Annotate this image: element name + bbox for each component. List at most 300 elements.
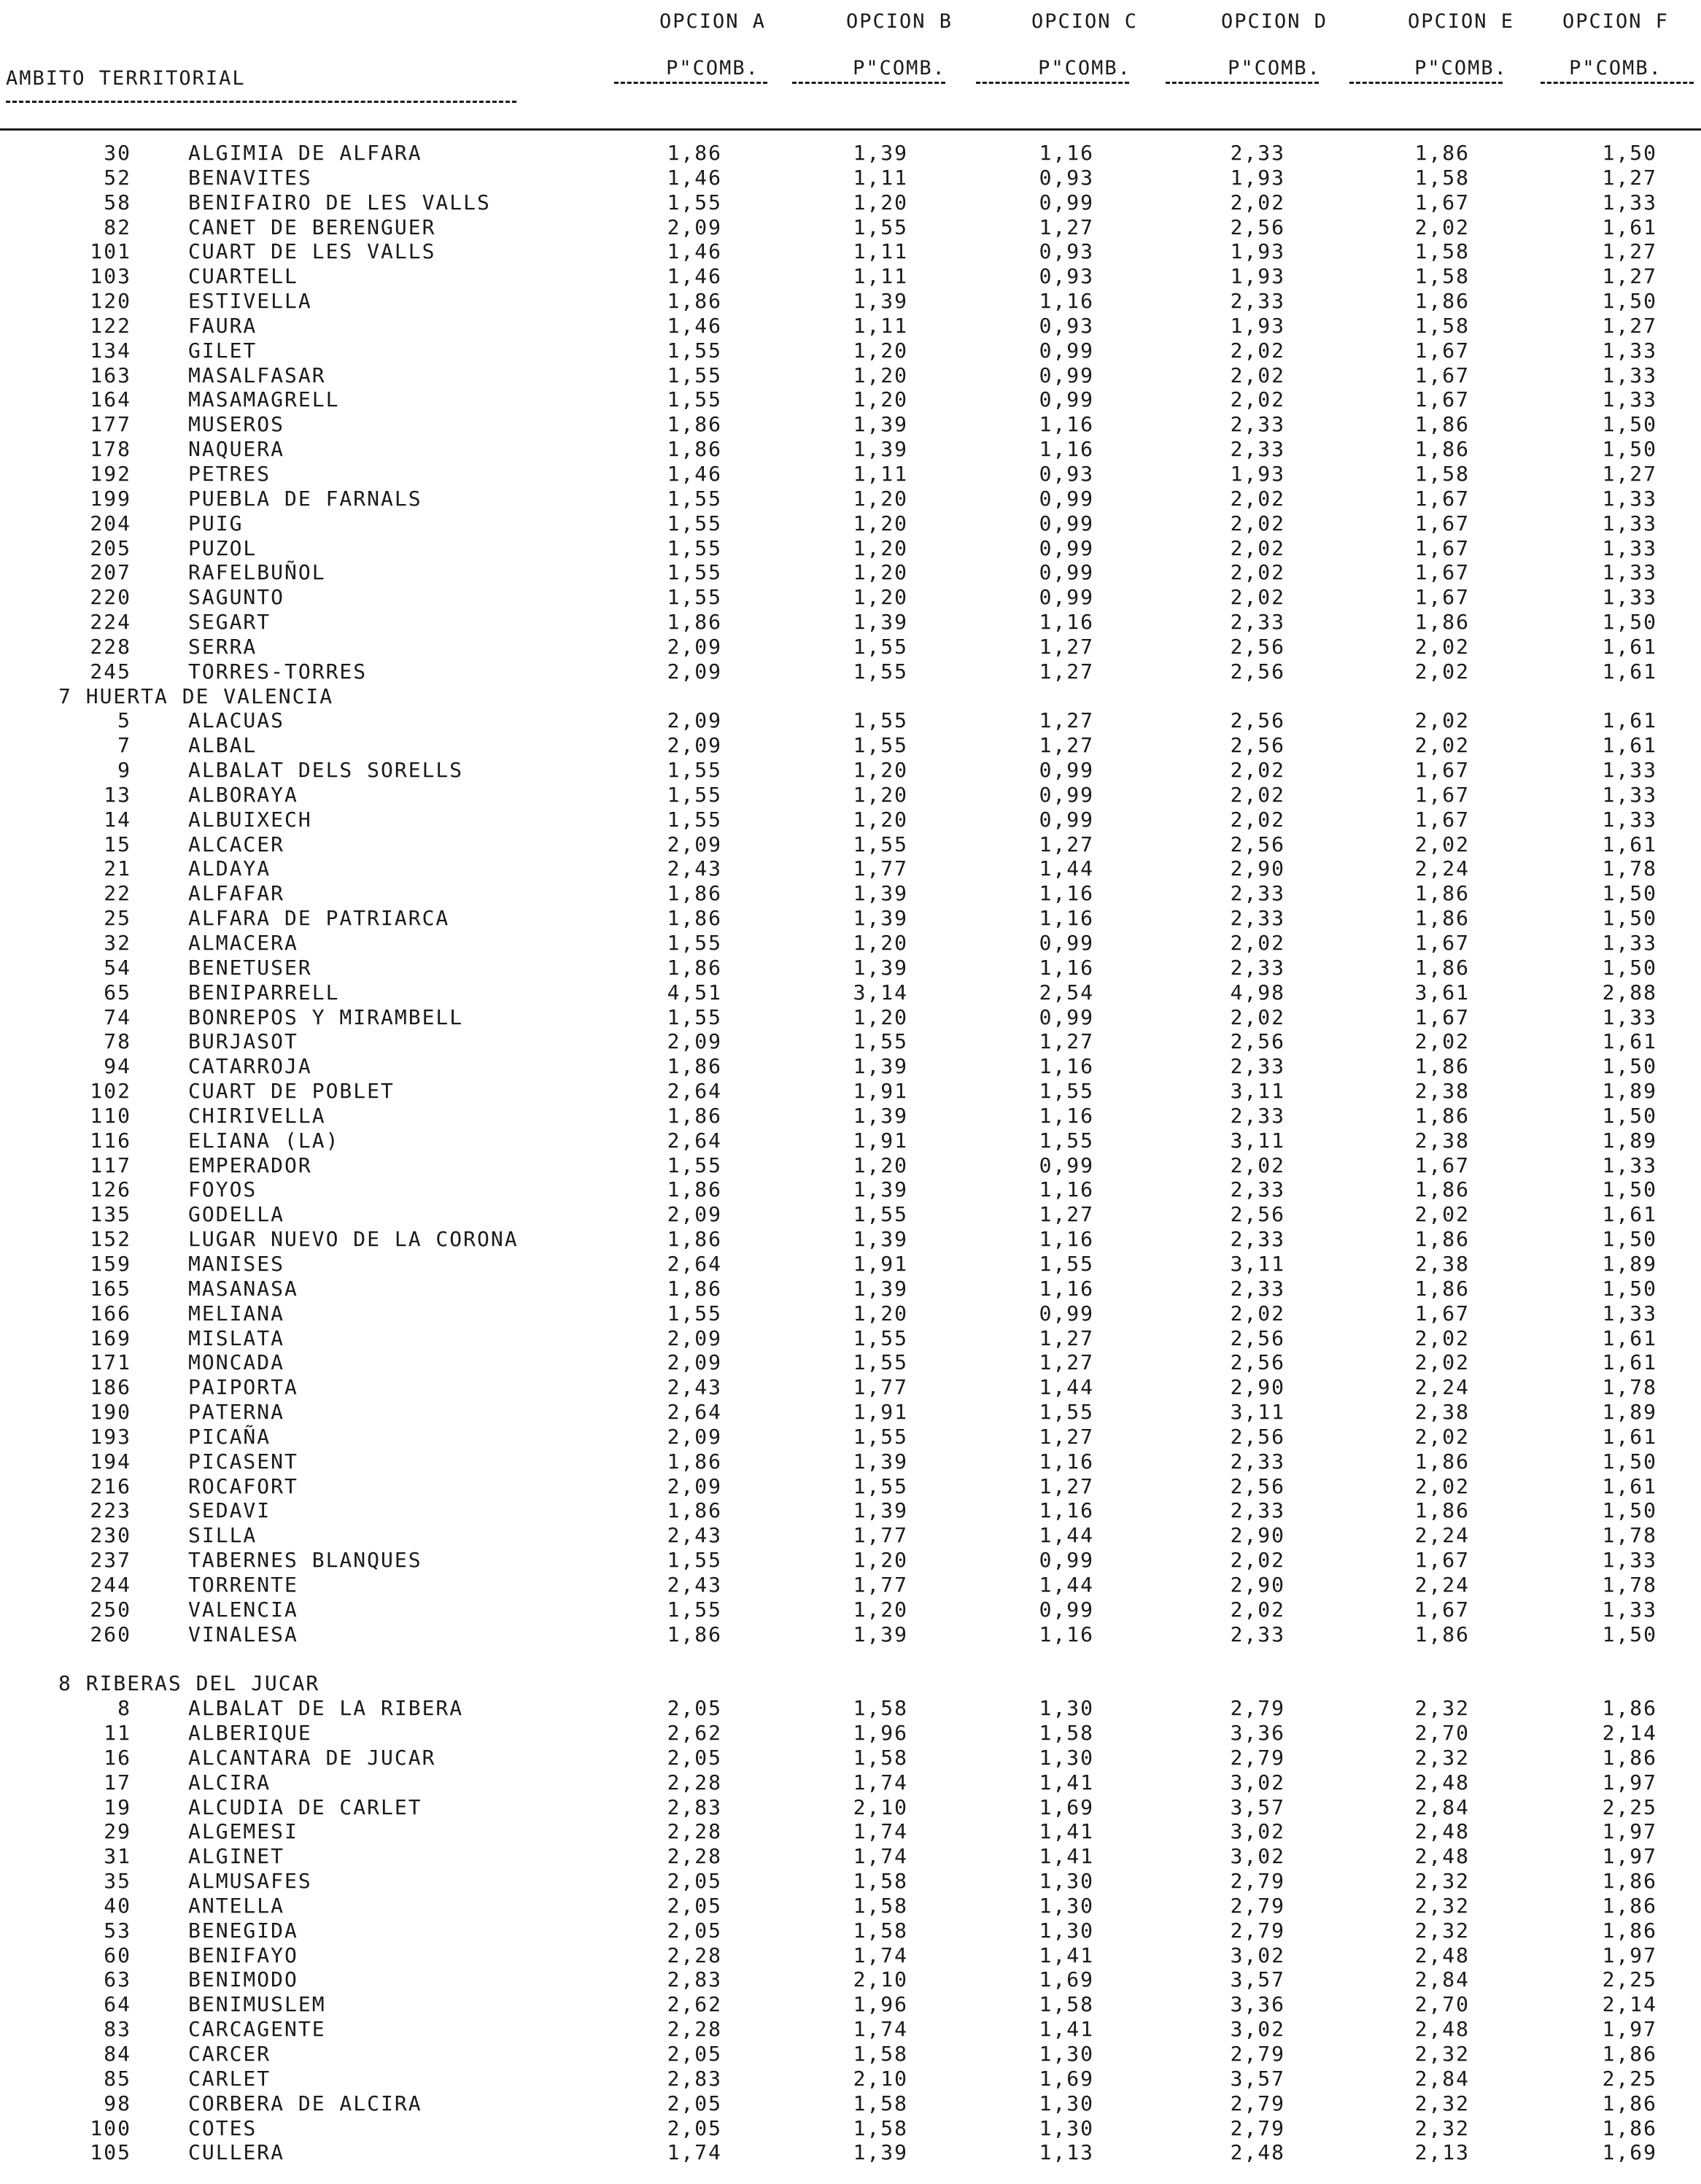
option-e-value: 2,02 [1414,1424,1470,1449]
option-c-value: 1,30 [1039,1918,1094,1943]
option-c-value: 1,16 [1039,1276,1094,1301]
table-row [0,1992,1701,2017]
option-a-value: 1,55 [667,190,722,214]
option-d-value: 1,93 [1230,461,1285,486]
option-a-value: 1,86 [667,1498,722,1523]
municipality-code: 224 [90,610,131,635]
municipality-name: SILLA [188,1523,257,1548]
option-c-value: 1,16 [1039,610,1094,635]
option-f-value: 1,61 [1602,1029,1657,1054]
municipality-name: CANET DE BERENGUER [188,214,436,239]
option-f-value: 1,89 [1602,1128,1657,1153]
option-e-underline [1349,82,1503,84]
option-b-value: 1,55 [853,1325,908,1350]
option-a-value: 2,09 [667,708,722,733]
option-a-value: 1,55 [667,535,722,560]
option-a-value: 2,64 [667,1128,722,1153]
option-f-value: 1,33 [1602,363,1657,387]
option-c-value: 1,41 [1039,1943,1094,1967]
option-a-value: 1,86 [667,289,722,314]
option-e-value: 2,48 [1414,1844,1470,1869]
table-row [0,289,1701,314]
option-d-value: 2,56 [1230,659,1285,684]
option-a-value: 2,05 [667,1869,722,1894]
table-row [0,1943,1701,1968]
option-c-value: 0,99 [1039,807,1094,832]
option-a-value: 2,28 [667,2017,722,2042]
option-e-value: 2,24 [1414,1523,1470,1548]
municipality-name: ALBERIQUE [188,1721,312,1745]
municipality-name: MASANASA [188,1276,298,1301]
option-c-value: 1,16 [1039,1498,1094,1523]
table-row [0,412,1701,437]
option-b-value: 1,20 [853,511,908,535]
municipality-code: 220 [90,585,131,610]
option-c-value: 1,27 [1039,1202,1094,1227]
option-f-value: 1,86 [1602,1869,1657,1894]
municipality-code: 169 [90,1325,131,1350]
table-row [0,659,1701,684]
municipality-code: 100 [90,2115,131,2140]
option-b-value: 1,39 [853,1054,908,1079]
municipality-name: MISLATA [188,1325,285,1350]
option-e-value: 2,84 [1414,1967,1470,1992]
municipality-code: 58 [104,190,131,214]
group-heading-row [0,1671,1701,1696]
option-d-value: 2,90 [1230,1523,1285,1548]
option-c-value: 1,16 [1039,1177,1094,1202]
option-c-value: 1,27 [1039,733,1094,758]
option-a-value: 1,86 [667,1227,722,1252]
table-row [0,338,1701,363]
option-f-value: 1,97 [1602,1943,1657,1967]
option-a-underline [614,82,767,84]
option-d-value: 3,02 [1230,1943,1285,1967]
table-row [0,239,1701,264]
option-a-value: 2,09 [667,1029,722,1054]
table-row [0,1474,1701,1499]
option-d-value: 2,79 [1230,1918,1285,1943]
option-b-value: 1,55 [853,214,908,239]
option-e-value: 2,48 [1414,1819,1470,1844]
municipality-code: 230 [90,1523,131,1548]
table-row [0,1548,1701,1573]
option-e-value: 2,02 [1414,832,1470,856]
municipality-name: ELIANA (LA) [188,1128,340,1153]
option-b-value: 1,39 [853,906,908,931]
option-f-value: 1,50 [1602,1177,1657,1202]
option-b-value: 1,20 [853,535,908,560]
option-d-value: 2,02 [1230,338,1285,363]
option-e-value: 1,67 [1414,1153,1470,1177]
municipality-code: 94 [104,1054,131,1079]
option-c-value: 1,16 [1039,906,1094,931]
municipality-code: 25 [104,906,131,931]
option-e-heading: OPCION E [1407,10,1515,33]
option-c-value: 0,99 [1039,758,1094,783]
municipality-code: 122 [90,313,131,338]
municipality-name: ALGEMESI [188,1819,298,1844]
option-a-value: 1,86 [667,1054,722,1079]
option-b-value: 1,39 [853,1276,908,1301]
option-b-value: 1,74 [853,2017,908,2042]
municipality-name: FOYOS [188,1177,257,1202]
municipality-name: CUARTELL [188,264,298,289]
option-b-value: 1,55 [853,1029,908,1054]
municipality-name: ALDAYA [188,856,271,881]
municipality-code: 19 [104,1794,131,1819]
table-row [0,1104,1701,1128]
option-e-value: 1,58 [1414,461,1470,486]
option-b-value: 1,39 [853,1177,908,1202]
municipality-code: 250 [90,1597,131,1622]
municipality-name: EMPERADOR [188,1153,312,1177]
option-e-value: 1,86 [1414,1449,1470,1474]
option-c-value: 0,99 [1039,338,1094,363]
option-c-underline [976,82,1129,84]
municipality-name: ALBUIXECH [188,807,312,832]
option-b-value: 1,77 [853,1523,908,1548]
option-f-value: 1,61 [1602,1202,1657,1227]
option-f-heading: OPCION F [1562,10,1670,33]
option-f-value: 1,50 [1602,1622,1657,1646]
municipality-name: ANTELLA [188,1893,285,1918]
option-c-value: 1,58 [1039,1992,1094,2017]
option-b-value: 1,20 [853,363,908,387]
option-a-value: 2,83 [667,2066,722,2091]
municipality-name: MUSEROS [188,412,285,437]
option-e-value: 1,67 [1414,782,1470,807]
option-d-value: 2,56 [1230,708,1285,733]
option-d-value: 2,33 [1230,1177,1285,1202]
municipality-name: BENIFAYO [188,1943,298,1967]
option-c-value: 1,30 [1039,2041,1094,2066]
option-d-value: 2,02 [1230,387,1285,412]
option-e-value: 1,86 [1414,1054,1470,1079]
option-a-value: 1,55 [667,782,722,807]
option-a-value: 2,83 [667,1794,722,1819]
option-f-value: 1,33 [1602,387,1657,412]
option-d-value: 2,48 [1230,2140,1285,2165]
option-f-value: 1,61 [1602,733,1657,758]
table-row [0,2140,1701,2165]
option-a-value: 2,43 [667,1572,722,1597]
municipality-name: MASAMAGRELL [188,387,340,412]
municipality-code: 237 [90,1548,131,1573]
municipality-name: CORBERA DE ALCIRA [188,2091,422,2115]
option-f-value: 1,86 [1602,2091,1657,2115]
municipality-code: 31 [104,1844,131,1869]
option-a-value: 2,09 [667,1202,722,1227]
option-a-value: 1,55 [667,1301,722,1325]
municipality-code: 82 [104,214,131,239]
option-d-value: 2,79 [1230,1869,1285,1894]
option-f-value: 1,27 [1602,461,1657,486]
municipality-code: 84 [104,2041,131,2066]
option-e-value: 1,58 [1414,239,1470,264]
option-a-value: 1,55 [667,931,722,955]
option-c-value: 1,69 [1039,1794,1094,1819]
municipality-code: 135 [90,1202,131,1227]
option-d-value: 2,56 [1230,1424,1285,1449]
municipality-code: 52 [104,165,131,190]
option-b-value: 1,20 [853,1301,908,1325]
option-c-value: 1,41 [1039,1819,1094,1844]
table-row [0,1622,1701,1647]
option-d-value: 2,33 [1230,1449,1285,1474]
municipality-name: MANISES [188,1251,285,1276]
option-f-value: 1,78 [1602,856,1657,881]
option-b-value: 2,10 [853,2066,908,2091]
option-b-value: 1,91 [853,1251,908,1276]
option-a-value: 1,46 [667,165,722,190]
option-e-value: 1,86 [1414,437,1470,462]
option-b-value: 1,39 [853,2140,908,2165]
table-row [0,1079,1701,1104]
option-a-value: 1,55 [667,807,722,832]
option-e-value: 1,86 [1414,1622,1470,1646]
option-f-value: 1,89 [1602,1400,1657,1425]
municipality-code: 177 [90,412,131,437]
option-d-value: 3,57 [1230,1967,1285,1992]
municipality-name: ROCAFORT [188,1474,298,1498]
option-b-value: 1,58 [853,2091,908,2115]
option-f-value: 1,50 [1602,955,1657,980]
option-d-heading: OPCION D [1220,10,1328,33]
option-b-value: 1,55 [853,832,908,856]
option-e-value: 2,32 [1414,2091,1470,2115]
option-c-value: 1,44 [1039,856,1094,881]
municipality-name: GILET [188,338,257,363]
option-a-value: 1,55 [667,338,722,363]
option-c-value: 1,27 [1039,214,1094,239]
option-d-value: 2,33 [1230,955,1285,980]
municipality-code: 120 [90,289,131,314]
table-row [0,1425,1701,1449]
municipality-name: PICASENT [188,1449,298,1474]
table-row [0,2067,1701,2091]
option-b-value: 1,55 [853,1474,908,1498]
municipality-code: 171 [90,1350,131,1375]
option-a-subheading: P"COMB. [666,57,759,80]
option-c-value: 1,27 [1039,1350,1094,1375]
option-a-value: 2,09 [667,1474,722,1498]
option-a-heading: OPCION A [659,10,767,33]
option-f-value: 2,25 [1602,2066,1657,2091]
municipality-code: 7 [117,733,131,758]
option-f-value: 1,50 [1602,1449,1657,1474]
option-a-value: 1,86 [667,906,722,931]
option-d-value: 2,56 [1230,733,1285,758]
option-e-value: 1,86 [1414,1103,1470,1128]
option-f-value: 1,97 [1602,2017,1657,2042]
municipality-name: CARLET [188,2066,271,2091]
table-row [0,1029,1701,1054]
municipality-code: 116 [90,1128,131,1153]
option-b-value: 1,39 [853,1498,908,1523]
option-a-value: 1,55 [667,363,722,387]
municipality-code: 11 [104,1721,131,1745]
option-a-value: 2,09 [667,214,722,239]
option-b-value: 1,77 [853,856,908,881]
option-d-value: 2,02 [1230,363,1285,387]
option-f-value: 1,86 [1602,1893,1657,1918]
option-d-underline [1166,82,1319,84]
municipality-code: 32 [104,931,131,955]
table-row [0,980,1701,1005]
municipality-code: 223 [90,1498,131,1523]
municipality-name: NAQUERA [188,437,285,462]
municipality-name: BENEGIDA [188,1918,298,1943]
option-f-value: 1,50 [1602,141,1657,165]
municipality-code: 54 [104,955,131,980]
municipality-code: 204 [90,511,131,535]
option-f-value: 1,33 [1602,560,1657,585]
option-b-value: 1,74 [853,1819,908,1844]
option-b-value: 1,11 [853,313,908,338]
municipality-name: PICAÑA [188,1424,271,1449]
option-d-value: 2,02 [1230,782,1285,807]
option-a-value: 2,05 [667,1696,722,1721]
option-e-value: 1,86 [1414,881,1470,906]
option-e-value: 1,67 [1414,190,1470,214]
option-d-value: 2,02 [1230,535,1285,560]
option-e-value: 2,02 [1414,1029,1470,1054]
municipality-code: 134 [90,338,131,363]
municipality-code: 117 [90,1153,131,1177]
option-a-value: 2,64 [667,1079,722,1104]
option-c-value: 1,30 [1039,2091,1094,2115]
option-f-value: 1,86 [1602,2041,1657,2066]
option-d-value: 2,90 [1230,1375,1285,1400]
table-row [0,610,1701,635]
option-f-value: 1,33 [1602,758,1657,783]
option-e-value: 2,32 [1414,1869,1470,1894]
municipality-name: MASALFASAR [188,363,326,387]
option-c-value: 1,41 [1039,1844,1094,1869]
option-b-underline [792,82,945,84]
option-a-value: 1,86 [667,141,722,165]
municipality-name: ALACUAS [188,708,285,733]
option-d-value: 3,11 [1230,1079,1285,1104]
option-b-value: 1,39 [853,1622,908,1646]
option-e-value: 1,86 [1414,610,1470,635]
option-f-value: 1,33 [1602,511,1657,535]
municipality-name: BONREPOS Y MIRAMBELL [188,1004,464,1029]
option-b-value: 1,20 [853,1153,908,1177]
option-c-value: 0,93 [1039,264,1094,289]
table-row [0,536,1701,561]
municipality-code: 14 [104,807,131,832]
option-c-value: 0,99 [1039,1548,1094,1573]
option-f-value: 1,50 [1602,289,1657,314]
option-b-value: 1,74 [853,1844,908,1869]
option-c-value: 1,58 [1039,1721,1094,1745]
option-e-value: 2,02 [1414,733,1470,758]
table-row [0,1498,1701,1523]
option-f-value: 1,27 [1602,264,1657,289]
municipality-name: GODELLA [188,1202,285,1227]
option-b-value: 1,74 [853,1770,908,1794]
option-d-value: 2,56 [1230,1350,1285,1375]
option-e-value: 1,67 [1414,1004,1470,1029]
option-b-value: 1,20 [853,931,908,955]
table-row [0,856,1701,881]
option-a-value: 2,64 [667,1251,722,1276]
option-a-value: 1,46 [667,264,722,289]
option-d-value: 2,33 [1230,289,1285,314]
option-e-value: 2,32 [1414,1893,1470,1918]
option-d-value: 1,93 [1230,264,1285,289]
option-e-value: 1,67 [1414,1301,1470,1325]
option-a-value: 1,86 [667,1177,722,1202]
option-d-value: 2,02 [1230,1597,1285,1622]
table-row [0,1326,1701,1351]
option-e-value: 2,02 [1414,708,1470,733]
option-b-value: 2,10 [853,1967,908,1992]
option-a-value: 2,09 [667,659,722,684]
table-row [0,2042,1701,2067]
option-a-value: 1,86 [667,881,722,906]
option-e-value: 1,86 [1414,412,1470,437]
option-c-value: 0,99 [1039,363,1094,387]
group-heading: 7 HUERTA DE VALENCIA [58,684,334,708]
option-a-value: 2,28 [667,1770,722,1794]
option-f-value: 1,97 [1602,1770,1657,1794]
option-c-value: 1,27 [1039,1474,1094,1498]
option-a-value: 1,86 [667,955,722,980]
option-d-value: 2,56 [1230,634,1285,659]
option-b-value: 1,20 [853,758,908,783]
option-f-value: 1,50 [1602,1227,1657,1252]
municipality-name: MELIANA [188,1301,285,1325]
option-f-value: 1,61 [1602,832,1657,856]
option-c-value: 0,99 [1039,1004,1094,1029]
option-d-value: 1,93 [1230,165,1285,190]
option-d-value: 3,11 [1230,1400,1285,1425]
municipality-name: ALGINET [188,1844,285,1869]
municipality-code: 16 [104,1745,131,1770]
option-b-value: 1,20 [853,1548,908,1573]
municipality-code: 78 [104,1029,131,1054]
municipality-name: ALCANTARA DE JUCAR [188,1745,436,1770]
table-row [0,906,1701,931]
option-d-value: 2,02 [1230,1153,1285,1177]
municipality-code: 103 [90,264,131,289]
table-row [0,387,1701,412]
option-a-value: 1,55 [667,560,722,585]
option-c-value: 1,30 [1039,1869,1094,1894]
municipality-code: 101 [90,239,131,264]
option-f-value: 1,61 [1602,659,1657,684]
option-c-value: 1,30 [1039,1745,1094,1770]
option-a-value: 1,86 [667,610,722,635]
option-b-value: 1,91 [853,1079,908,1104]
option-c-value: 1,30 [1039,1696,1094,1721]
option-f-value: 2,88 [1602,980,1657,1004]
option-c-value: 1,27 [1039,659,1094,684]
option-c-subheading: P"COMB. [1038,57,1131,80]
option-c-value: 1,27 [1039,1029,1094,1054]
municipality-name: PATERNA [188,1400,285,1425]
option-e-value: 2,02 [1414,1350,1470,1375]
table-row [0,1277,1701,1301]
option-d-value: 3,02 [1230,1819,1285,1844]
municipality-code: 164 [90,387,131,412]
municipality-code: 83 [104,2017,131,2042]
table-row [0,1400,1701,1425]
option-a-value: 1,86 [667,1276,722,1301]
